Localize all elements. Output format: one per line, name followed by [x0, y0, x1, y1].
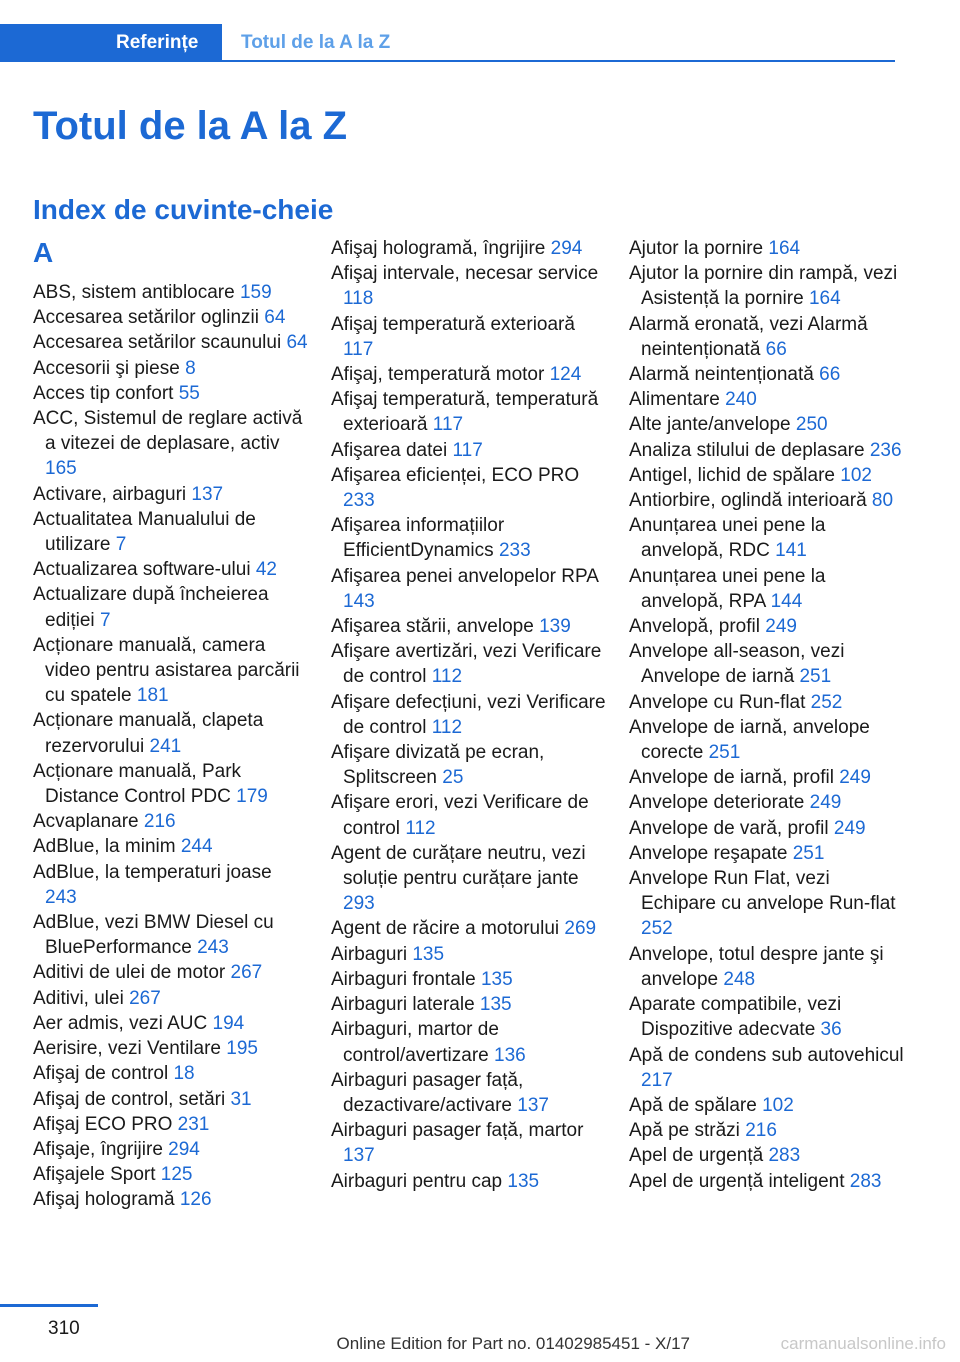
- section-letter: A: [33, 237, 54, 268]
- entry-page-link[interactable]: 233: [498, 540, 531, 562]
- watermark: carmanualsonline.info: [780, 1334, 946, 1353]
- index-entry: [629, 1118, 904, 1143]
- index-entry: [331, 564, 606, 614]
- entry-term: Anunțarea unei pene la anvelopă, RDC: [629, 515, 826, 562]
- index-entry: [331, 513, 606, 563]
- entry-page-link[interactable]: 294: [168, 1138, 200, 1160]
- entry-page-link[interactable]: 31: [230, 1088, 252, 1110]
- index-entry: [629, 1043, 904, 1093]
- entry-page-link[interactable]: 141: [775, 540, 807, 562]
- entry-page-link[interactable]: 80: [871, 490, 894, 512]
- index-entry: [331, 790, 606, 840]
- index-column-1: [33, 236, 308, 1213]
- entry-term: Acvaplanare: [33, 811, 139, 833]
- entry-page-link[interactable]: 243: [197, 937, 229, 959]
- entry-term: Ajutor la pornire: [629, 238, 764, 259]
- index-entry: [33, 960, 308, 985]
- index-entry: [629, 387, 904, 412]
- entry-page-link[interactable]: 283: [768, 1145, 801, 1167]
- entry-term: Afişaj, temperatură motor: [331, 364, 545, 386]
- index-entry: [33, 330, 308, 355]
- index-entry: [331, 1169, 606, 1194]
- entry-term: Apă pe străzi: [629, 1120, 740, 1142]
- entry-term: Activare, airbaguri: [33, 483, 187, 505]
- entry-term: AdBlue, la minim: [33, 836, 176, 858]
- index-entry: [629, 488, 904, 513]
- entry-term: Alimentare: [629, 389, 720, 411]
- index-entry: [33, 1162, 308, 1187]
- entry-term: Agent de răcire a motorului: [331, 918, 560, 940]
- entry-term: Alarmă neintenționată: [629, 364, 814, 386]
- index-entry: [629, 1169, 904, 1194]
- entry-page-link[interactable]: 117: [452, 439, 483, 461]
- entry-term: Apă de condens sub autovehicul: [629, 1044, 904, 1066]
- index-entry: [33, 582, 308, 632]
- entry-term: Afişarea eficienței, ECO PRO: [331, 464, 580, 486]
- entry-page-link[interactable]: 179: [236, 786, 268, 808]
- entry-page-link[interactable]: 118: [343, 288, 374, 310]
- entry-term: Accesarea setărilor oglinzii: [33, 307, 259, 329]
- index-entry: [629, 564, 904, 614]
- entry-page-link[interactable]: 143: [343, 590, 375, 612]
- index-entry: [33, 482, 308, 507]
- entry-term: Actualizare după încheierea ediției: [33, 584, 269, 631]
- entry-term: Anvelope Run Flat, vezi Echipare cu anvelope Run-flat: [629, 868, 896, 915]
- entry-term: Afişare divizată pe ecran, Splitscreen: [331, 742, 545, 789]
- tab-references[interactable]: Referințe: [0, 24, 222, 62]
- index-entry: [331, 967, 606, 992]
- entry-page-link[interactable]: 125: [160, 1164, 193, 1186]
- index-entry: [33, 1087, 308, 1112]
- index-entry: [331, 992, 606, 1017]
- entry-page-link[interactable]: 283: [849, 1170, 882, 1192]
- entry-term: Agent de curățare neutru, vezi soluție pentru curățare jante: [331, 842, 586, 890]
- entry-page-link[interactable]: 194: [212, 1012, 245, 1034]
- entry-term: Anvelope de vară, profil: [629, 817, 829, 839]
- entry-term: Airbaguri, martor de control/avertizare: [331, 1019, 499, 1066]
- index-entry: [629, 715, 904, 765]
- index-entry: [331, 942, 606, 967]
- index-entry: [33, 381, 308, 406]
- index-entry: [33, 834, 308, 859]
- entry-term: Afişare avertizări, vezi Verificare de control: [331, 641, 602, 688]
- index-entry: [331, 1068, 606, 1118]
- entry-page-link[interactable]: 249: [833, 817, 866, 839]
- entry-page-link[interactable]: 36: [820, 1019, 842, 1041]
- entry-term: Airbaguri pasager față, dezactivare/activare: [331, 1069, 524, 1116]
- entry-page-link[interactable]: 139: [539, 616, 571, 638]
- index-entry: [629, 841, 904, 866]
- entry-term: Analiza stilului de deplasare: [629, 439, 865, 461]
- entry-page-link[interactable]: 66: [765, 338, 787, 360]
- entry-page-link[interactable]: 66: [819, 364, 841, 386]
- index-entry: [33, 305, 308, 330]
- index-entry: [33, 860, 308, 910]
- entry-term: Afişaj hologramă: [33, 1189, 175, 1211]
- entry-term: ACC, Sistemul de reglare activă a vitezei de deplasare, activ: [33, 408, 303, 455]
- entry-page-link[interactable]: 8: [185, 357, 196, 379]
- entry-page-link[interactable]: 144: [770, 590, 803, 612]
- index-entry: [331, 236, 606, 261]
- entry-page-link[interactable]: 233: [343, 490, 375, 512]
- entry-page-link[interactable]: 126: [179, 1189, 212, 1211]
- entry-page-link[interactable]: 64: [264, 307, 286, 329]
- entry-page-link[interactable]: 241: [149, 735, 182, 757]
- entry-page-link[interactable]: 249: [809, 792, 842, 814]
- index-entry: [33, 1187, 308, 1212]
- index-column-2: [331, 236, 606, 1194]
- entry-term: Afişaj hologramă, îngrijire: [331, 238, 546, 259]
- entry-page-link[interactable]: 181: [136, 685, 169, 707]
- entry-term: Afişaj de control, setări: [33, 1088, 226, 1110]
- index-entry: [629, 261, 904, 311]
- index-entry: [331, 261, 606, 311]
- entry-term: Alte jante/anvelope: [629, 414, 791, 436]
- entry-term: Acționare manuală, clapeta rezervorului: [33, 710, 264, 757]
- index-entry: [331, 614, 606, 639]
- index-entry: [33, 1011, 308, 1036]
- entry-page-link[interactable]: 159: [239, 282, 272, 303]
- index-entry: [629, 312, 904, 362]
- index-entry: [629, 412, 904, 437]
- entry-page-link[interactable]: 117: [432, 414, 464, 436]
- entry-term: Acționare manuală, camera video pentru asistarea parcării cu spatele: [33, 634, 300, 707]
- entry-term: Antigel, lichid de spălare: [629, 464, 835, 486]
- index-entry: [33, 507, 308, 557]
- entry-page-link[interactable]: 135: [480, 968, 513, 990]
- index-entry: [331, 1118, 606, 1168]
- entry-term: Airbaguri: [331, 943, 408, 965]
- entry-term: Airbaguri frontale: [331, 968, 476, 990]
- entry-page-link[interactable]: 251: [792, 842, 825, 864]
- index-subtitle: Index de cuvinte-cheie: [33, 194, 334, 225]
- index-entry: [331, 841, 606, 917]
- entry-term: Acces tip confort: [33, 382, 174, 404]
- entry-term: Anvelope, totul despre jante şi anvelope: [629, 943, 884, 990]
- index-entry: [331, 740, 606, 790]
- entry-page-link[interactable]: 251: [708, 742, 741, 764]
- entry-term: Anunțarea unei pene la anvelopă, RPA: [629, 565, 826, 612]
- entry-page-link[interactable]: 7: [99, 609, 111, 631]
- index-entry: [33, 1137, 308, 1162]
- entry-term: Afişare defecțiuni, vezi Verificare de control: [331, 691, 606, 738]
- entry-page-link[interactable]: 164: [768, 238, 801, 259]
- entry-term: Acționare manuală, Park Distance Control PDC: [33, 760, 242, 808]
- entry-term: Apă de spălare: [629, 1094, 757, 1116]
- entry-term: Accesorii şi piese: [33, 357, 180, 379]
- index-entry: [331, 1017, 606, 1067]
- index-entry: [33, 1112, 308, 1137]
- entry-page-link[interactable]: 267: [129, 987, 161, 1009]
- edition-text: Online Edition for Part no. 01402985451 - X/17: [336, 1334, 690, 1353]
- entry-term: Accesarea setărilor scaunului: [33, 332, 282, 354]
- index-entry: [629, 1143, 904, 1168]
- entry-term: Afişajele Sport: [33, 1164, 156, 1186]
- entry-page-link[interactable]: 137: [191, 483, 224, 505]
- index-entry: [629, 992, 904, 1042]
- entry-page-link[interactable]: 64: [286, 332, 308, 354]
- index-entry: [331, 362, 606, 387]
- entry-page-link[interactable]: 136: [494, 1044, 526, 1066]
- entry-page-link[interactable]: 112: [405, 817, 436, 839]
- index-entry: [33, 1061, 308, 1086]
- entry-term: Anvelope de iarnă, profil: [629, 767, 834, 789]
- index-entry: [331, 690, 606, 740]
- entry-page-link[interactable]: 249: [765, 616, 797, 638]
- entry-page-link[interactable]: 248: [723, 968, 756, 990]
- entry-term: Anvelope deteriorate: [629, 792, 805, 814]
- index-column-3: [629, 236, 904, 1194]
- entry-page-link[interactable]: 251: [799, 666, 832, 688]
- index-entry: [629, 236, 904, 261]
- index-entry: [629, 639, 904, 689]
- entry-term: Airbaguri pentru cap: [331, 1170, 503, 1192]
- entry-page-link[interactable]: 25: [442, 767, 464, 789]
- entry-page-link[interactable]: 18: [173, 1063, 195, 1085]
- page-title: Totul de la A la Z: [33, 104, 348, 148]
- entry-page-link[interactable]: 164: [808, 288, 841, 310]
- index-entry: [629, 790, 904, 815]
- index-entry: [629, 614, 904, 639]
- index-entry: [629, 463, 904, 488]
- entry-term: Apel de urgență: [629, 1145, 764, 1167]
- footer-rule: [0, 1304, 98, 1307]
- entry-page-link[interactable]: 250: [795, 414, 828, 436]
- entry-page-link[interactable]: 165: [45, 458, 77, 480]
- entry-term: Ajutor la pornire din rampă, vezi Asistență la pornire: [629, 263, 898, 310]
- entry-page-link[interactable]: 102: [840, 464, 872, 486]
- entry-page-link[interactable]: 137: [517, 1094, 549, 1116]
- entry-page-link[interactable]: 249: [839, 767, 871, 789]
- index-entry: [629, 942, 904, 992]
- index-entry: [33, 406, 308, 482]
- index-entry: [331, 639, 606, 689]
- index-entry: [331, 916, 606, 941]
- index-entry: [33, 986, 308, 1011]
- tab-a-to-z[interactable]: Totul de la A la Z: [241, 32, 391, 53]
- entry-page-link[interactable]: 236: [869, 439, 902, 461]
- entry-page-link[interactable]: 112: [431, 666, 463, 688]
- entry-page-link[interactable]: 7: [115, 534, 127, 556]
- index-entry: [33, 809, 308, 834]
- entry-page-link[interactable]: 112: [431, 716, 463, 738]
- page-number: 310: [48, 1318, 80, 1339]
- entry-term: Afişarea penei anvelopelor RPA: [331, 565, 598, 587]
- index-entry: [331, 387, 606, 437]
- entry-term: Aditivi de ulei de motor: [33, 962, 226, 984]
- entry-page-link[interactable]: 135: [507, 1170, 540, 1192]
- index-entry: [629, 438, 904, 463]
- entry-term: Aditivi, ulei: [33, 987, 124, 1009]
- entry-page-link[interactable]: 244: [180, 836, 213, 858]
- entry-term: Afişarea informațiilor EfficientDynamics: [331, 515, 505, 562]
- entry-page-link[interactable]: 243: [45, 886, 77, 908]
- entry-term: Alarmă eronată, vezi Alarmă neintenționată: [629, 313, 868, 360]
- entry-page-link[interactable]: 135: [479, 994, 512, 1016]
- entry-page-link[interactable]: 216: [143, 811, 176, 833]
- index-entry: [629, 816, 904, 841]
- entry-term: Afişaje, îngrijire: [33, 1138, 163, 1160]
- entry-page-link[interactable]: 216: [745, 1120, 777, 1142]
- index-entry: [33, 356, 308, 381]
- entry-term: Aparate compatibile, vezi Dispozitive adecvate: [629, 994, 842, 1041]
- entry-term: Afişaj intervale, necesar service: [331, 263, 599, 285]
- index-entry: [331, 463, 606, 513]
- index-entry: [629, 362, 904, 387]
- entry-page-link[interactable]: 252: [641, 918, 673, 940]
- entry-term: Anvelope de iarnă, anvelope corecte: [629, 716, 870, 764]
- index-entry: [629, 513, 904, 563]
- entry-page-link[interactable]: 137: [343, 1145, 375, 1167]
- entry-page-link[interactable]: 252: [810, 691, 843, 713]
- entry-term: Airbaguri laterale: [331, 994, 475, 1016]
- index-entry: [331, 438, 606, 463]
- entry-page-link[interactable]: 55: [178, 382, 200, 404]
- entry-term: Afişaj ECO PRO: [33, 1113, 173, 1135]
- index-entry: [33, 759, 308, 809]
- entry-term: Aer admis, vezi AUC: [33, 1012, 208, 1034]
- entry-term: Anvelope cu Run-flat: [629, 691, 806, 713]
- entry-term: Actualitatea Manualului de utilizare: [33, 508, 256, 556]
- entry-term: Apel de urgență inteligent: [629, 1170, 845, 1192]
- entry-term: ABS, sistem antiblocare: [33, 282, 235, 303]
- index-entry: [33, 633, 308, 709]
- index-entry: [629, 690, 904, 715]
- entry-page-link[interactable]: 294: [550, 238, 583, 259]
- entry-term: Actualizarea software-ului: [33, 559, 251, 581]
- entry-page-link[interactable]: 240: [725, 389, 757, 411]
- entry-page-link[interactable]: 102: [762, 1094, 794, 1116]
- index-entry: [33, 280, 308, 305]
- entry-page-link[interactable]: 293: [343, 893, 375, 915]
- entry-page-link[interactable]: 124: [549, 364, 582, 386]
- entry-page-link[interactable]: 217: [641, 1069, 673, 1091]
- entry-term: Afişaj temperatură, temperatură exterioară: [331, 389, 599, 436]
- entry-term: Afişarea stării, anvelope: [331, 616, 534, 638]
- index-entry: [629, 1093, 904, 1118]
- entry-term: Afişaj temperatură exterioară: [331, 313, 575, 335]
- index-entry: [33, 1036, 308, 1061]
- index-entry: [629, 765, 904, 790]
- entry-page-link[interactable]: 269: [564, 918, 597, 940]
- entry-term: Afişaj de control: [33, 1063, 169, 1085]
- index-entry: [33, 910, 308, 960]
- entry-term: Anvelope reşapate: [629, 842, 788, 864]
- index-entry: [331, 312, 606, 362]
- entry-page-link[interactable]: 267: [230, 962, 263, 984]
- entry-term: Aerisire, vezi Ventilare: [33, 1038, 221, 1060]
- index-entry: [629, 866, 904, 942]
- entry-term: AdBlue, la temperaturi joase: [33, 861, 272, 883]
- entry-term: Anvelope all-season, vezi Anvelope de iarnă: [629, 641, 845, 688]
- index-entry: [33, 708, 308, 758]
- entry-page-link[interactable]: 135: [412, 943, 445, 965]
- index-entry: [33, 557, 308, 582]
- entry-page-link[interactable]: 42: [255, 559, 277, 581]
- entry-term: Antiorbire, oglindă interioară: [629, 490, 867, 512]
- entry-term: AdBlue, vezi BMW Diesel cu BluePerformance: [33, 912, 274, 959]
- entry-page-link[interactable]: 231: [177, 1113, 210, 1135]
- entry-term: Anvelopă, profil: [629, 616, 760, 638]
- entry-term: Afişarea datei: [331, 439, 448, 461]
- entry-term: Afişare erori, vezi Verificare de control: [331, 792, 589, 839]
- header-tabbar: [0, 24, 895, 62]
- entry-page-link[interactable]: 117: [343, 338, 374, 360]
- entry-term: Airbaguri pasager față, martor: [331, 1120, 584, 1142]
- entry-page-link[interactable]: 195: [226, 1038, 258, 1060]
